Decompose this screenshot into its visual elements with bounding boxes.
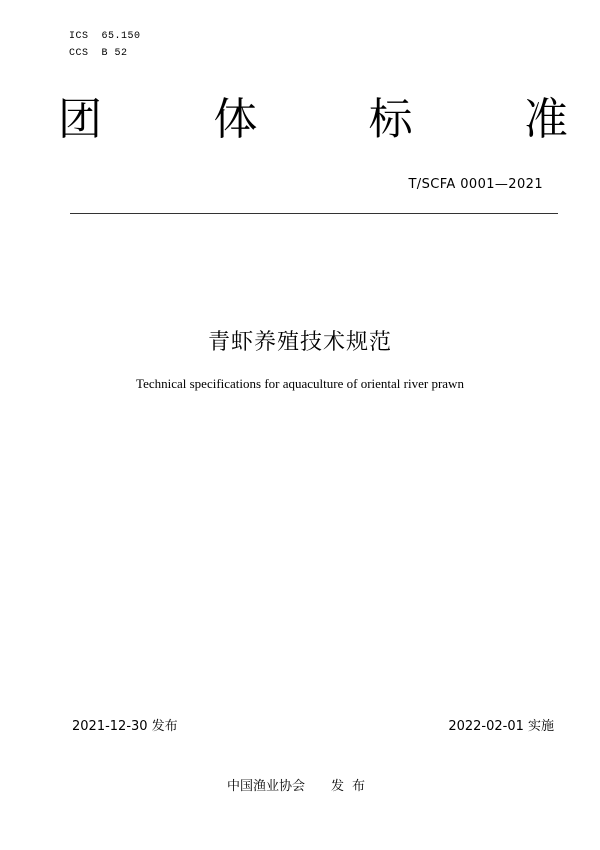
publisher-name: 中国渔业协会 [226,779,305,794]
issue-date: 2021-12-30 发布 [72,719,178,734]
header-divider [70,213,558,214]
ccs-code: CCS B 52 [69,48,128,59]
publish-label: 发布 [331,779,374,794]
category-char-3: 标 [368,94,413,145]
standard-number: T/SCFA 0001—2021 [408,177,543,192]
document-title-english: Technical specifications for aquaculture of oriental river prawn [136,376,464,391]
category-char-4: 准 [523,94,568,145]
publisher-line [0,775,600,794]
implementation-date: 2022-02-01 实施 [448,719,554,734]
category-char-1: 团 [58,94,102,145]
document-title-chinese: 青虾养殖技术规范 [207,330,392,355]
ics-code: ICS 65.150 [69,31,141,42]
category-char-2: 体 [213,94,258,145]
standard-category-title [58,94,568,146]
classification-codes [69,28,141,62]
